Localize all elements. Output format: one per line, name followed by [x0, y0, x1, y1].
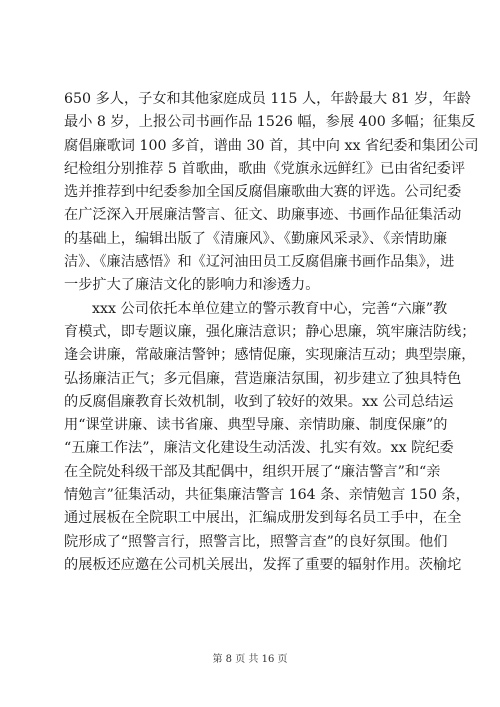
text-line: 纪检组分别推荐 5 首歌曲，歌曲《党旗永远鲜红》已由省纪委评	[64, 160, 466, 177]
text-line: 院形成了“照警言行，照警言比，照警言查”的良好氛围。他们	[64, 533, 448, 550]
text-line: 弘扬廉洁正气；多元倡廉，营造廉洁氛围，初步建立了独具特色	[64, 370, 462, 387]
text-line: 一步扩大了廉洁文化的影响力和渗透力。	[64, 277, 320, 294]
text-line: 在广泛深入开展廉洁警言、征文、助廉事迹、书画作品征集活动	[64, 207, 462, 224]
text-line: 的基础上，编辑出版了《清廉风》、《勤廉风采录》、《亲情助廉	[64, 230, 448, 247]
text-line: 在全院处科级干部及其配偶中，组织开展了“廉洁警言”和“亲	[64, 463, 441, 480]
text-line: 通过展板在全院职工中展出，汇编成册发到每名员工手中，在全	[64, 510, 462, 527]
text-line: 情勉言”征集活动，共征集廉洁警言 164 条、亲情勉言 150 条，	[64, 487, 470, 504]
text-line: xxx 公司依托本单位建立的警示教育中心，完善“六廉”教	[92, 300, 448, 317]
text-line: “五廉工作法”，廉洁文化建设生动活泼、扎实有效。xx 院纪委	[64, 440, 454, 457]
text-line: 育模式，即专题议廉，强化廉洁意识；静心思廉，筑牢廉洁防线；	[64, 323, 476, 340]
page-number-footer: 第 8 页 共 16 页	[212, 654, 288, 665]
paragraph-1	[64, 88, 479, 298]
text-line: 最小 8 岁，上报公司书画作品 1526 幅，参展 400 多幅；征集反	[64, 114, 476, 131]
text-line: 650 多人，子女和其他家庭成员 115 人，年龄最大 81 岁，年龄	[64, 91, 471, 107]
paragraph-2	[64, 298, 476, 578]
text-line: 逢会讲廉，常敲廉洁警钟；感情促廉，实现廉洁互动；典型崇廉，	[64, 347, 476, 364]
text-line: 洁》、《廉洁感悟》和《辽河油田员工反腐倡廉书画作品集》，进	[64, 254, 455, 271]
body-text	[64, 88, 479, 577]
text-line: 的反腐倡廉教育长效机制，收到了较好的效果。xx 公司总结运	[64, 393, 454, 410]
text-line: 选并推荐到中纪委参加全国反腐倡廉歌曲大赛的评选。公司纪委	[64, 184, 462, 201]
text-line: 的展板还应邀在公司机关展出，发挥了重要的辐射作用。茨榆坨	[64, 556, 462, 573]
text-line: 腐倡廉歌词 100 多首，谱曲 30 首，其中向 xx 省纪委和集团公司	[64, 137, 479, 154]
text-line: 用“课堂讲廉、读书省廉、典型导廉、亲情助廉、制度保廉”的	[64, 417, 448, 434]
